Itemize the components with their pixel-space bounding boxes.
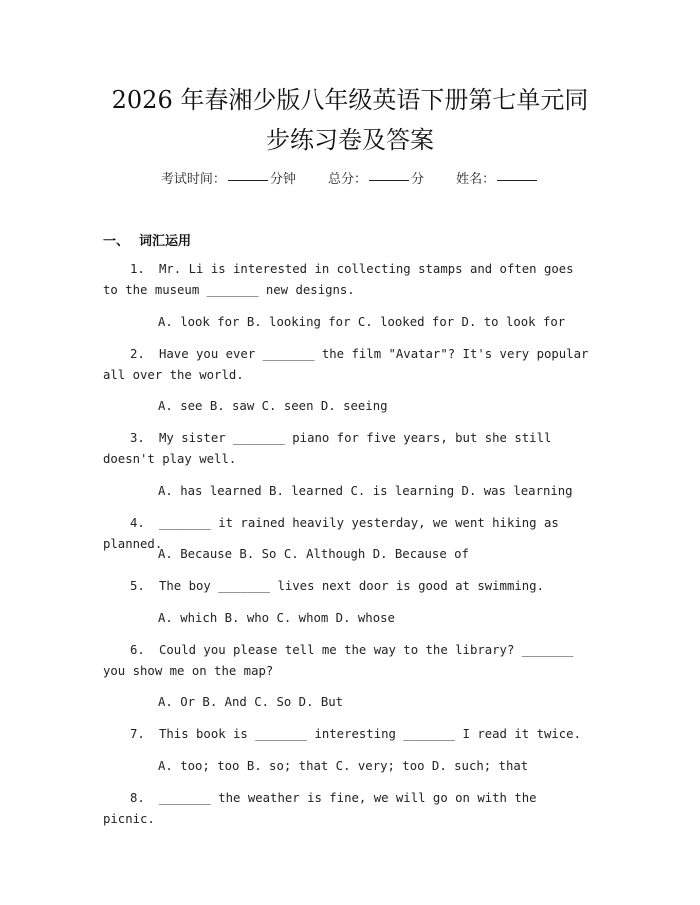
question-7-options: A. too; too B. so; that C. very; too D. such; that bbox=[158, 759, 529, 773]
section-title: 词汇运用 bbox=[139, 234, 192, 249]
question-text: _______ the weather is fine, we will go on with the picnic. bbox=[103, 791, 544, 826]
question-text: Could you please tell me the way to the library? _______ you show me on the map? bbox=[103, 643, 581, 678]
score-label: 总分： bbox=[327, 172, 367, 187]
question-2 bbox=[103, 344, 595, 386]
question-1-options: A. look for B. looking for C. looked for D. to look for bbox=[158, 315, 566, 329]
score-blank bbox=[369, 180, 409, 181]
student-name bbox=[456, 168, 539, 187]
question-text: My sister _______ piano for five years, but she still doesn't play well. bbox=[103, 431, 559, 466]
question-text: Mr. Li is interested in collecting stamps and often goes to the museum _______ new designs. bbox=[103, 262, 581, 297]
score-unit: 分 bbox=[411, 172, 425, 187]
question-text: This book is _______ interesting _______ I read it twice. bbox=[159, 727, 581, 741]
question-6 bbox=[103, 640, 595, 682]
question-number: 3. bbox=[130, 431, 145, 445]
question-number: 4. bbox=[130, 516, 145, 530]
question-number: 2. bbox=[130, 347, 145, 361]
title-line-1: 2026 年春湘少版八年级英语下册第七单元同 bbox=[111, 86, 589, 114]
question-7 bbox=[103, 724, 595, 745]
question-5 bbox=[103, 576, 595, 597]
question-number: 6. bbox=[130, 643, 145, 657]
question-text: Have you ever _______ the film "Avatar"? It's very popular all over the world. bbox=[103, 347, 596, 382]
question-text: _______ it rained heavily yesterday, we went hiking as planned. bbox=[103, 516, 567, 551]
time-blank bbox=[228, 180, 268, 181]
document-title bbox=[60, 80, 640, 160]
question-text: The boy _______ lives next door is good at swimming. bbox=[159, 579, 544, 593]
question-3 bbox=[103, 428, 595, 470]
name-blank bbox=[497, 180, 537, 181]
name-label: 姓名： bbox=[456, 172, 496, 187]
exam-score bbox=[328, 168, 424, 187]
question-number: 1. bbox=[130, 262, 145, 276]
question-8 bbox=[103, 788, 595, 830]
exam-time bbox=[161, 168, 296, 187]
question-number: 7. bbox=[130, 727, 145, 741]
question-1 bbox=[103, 259, 595, 301]
title-line-2: 步练习卷及答案 bbox=[266, 126, 434, 154]
question-number: 5. bbox=[130, 579, 145, 593]
question-number: 8. bbox=[130, 791, 145, 805]
exam-info bbox=[0, 168, 700, 187]
section-heading bbox=[103, 230, 191, 249]
time-label: 考试时间： bbox=[160, 172, 226, 187]
question-5-options: A. which B. who C. whom D. whose bbox=[158, 611, 395, 625]
section-number: 一、 bbox=[103, 234, 130, 249]
question-4-options: A. Because B. So C. Although D. Because of bbox=[158, 547, 469, 561]
time-unit: 分钟 bbox=[269, 172, 296, 187]
question-3-options: A. has learned B. learned C. is learning D. was learning bbox=[158, 484, 573, 498]
question-6-options: A. Or B. And C. So D. But bbox=[158, 695, 344, 709]
question-2-options: A. see B. saw C. seen D. seeing bbox=[158, 399, 388, 413]
